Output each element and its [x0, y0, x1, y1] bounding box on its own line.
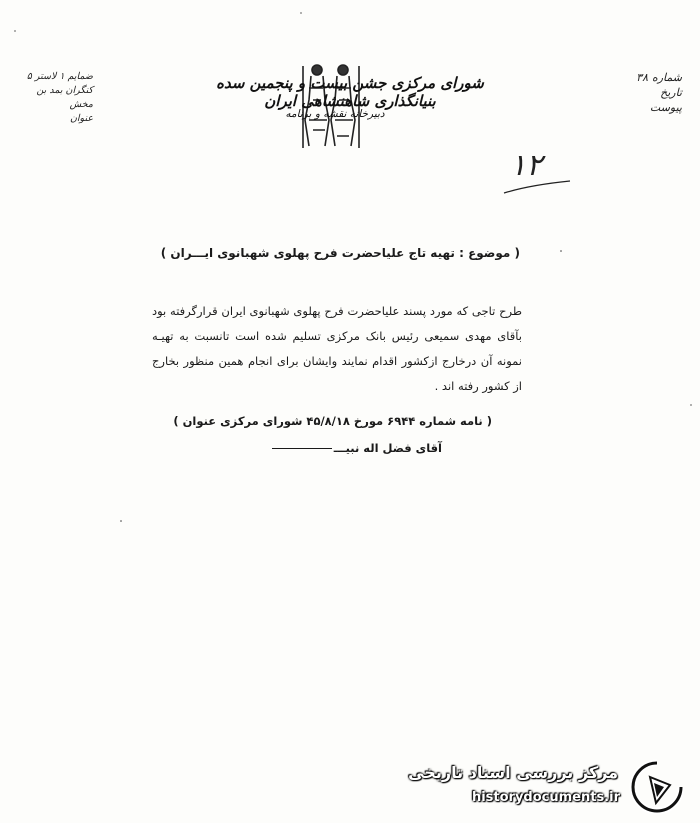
letterhead [200, 60, 500, 150]
scan-speck [14, 30, 16, 32]
reference-fields [612, 70, 682, 115]
attachment-label: پیوست [649, 101, 682, 114]
scan-speck [690, 404, 692, 406]
left-note-line3: عنوان [69, 113, 93, 124]
scan-speck [560, 250, 562, 252]
signature-line [272, 441, 442, 455]
signature-name: آقای فضل اله نبیـــ [333, 441, 442, 455]
handwritten-number-mark [500, 145, 580, 205]
number-value: ۳۸ [636, 71, 648, 84]
letterhead-subtitle: دبیرخانه نقشه و برنامه [285, 108, 385, 120]
number-label: شماره [651, 71, 682, 84]
left-note-line2: کنگران بمد بن مخش [36, 85, 93, 110]
site-watermark [398, 757, 688, 817]
handwritten-number: ۱۲ [510, 148, 543, 183]
scan-speck [120, 520, 122, 522]
left-handwritten-notes [18, 70, 93, 126]
letterhead-title: شورای مرکزی جشن بیست و پنجمین سده بنیانگذاری شاهنشاهی ایران [216, 74, 484, 110]
scan-speck [300, 12, 302, 14]
signature-underline [272, 448, 332, 449]
subject-line: ( موضوع : تهیه تاج علیاحضرت فرح پهلوی شهبانوی ایـــران ) [160, 246, 520, 260]
body-paragraph: طرح تاجی که مورد پسند علیاحضرت فرح پهلوی شهبانوی ایران قرارگرفته بود بآقای مهدی سمیعی رئیس بانک مرکزی تسلیم شده است تانسبت به تهیـه نمونه آن درخارج ازکشور اقدام نمایند وایشان برای انجام همین منظور بخارج از کشور رفته اند . [152, 304, 522, 393]
reference-line: ( نامه شماره ۶۹۴۴ مورخ ۴۵/۸/۱۸ شورای مرکزی عنوان ) [173, 414, 492, 428]
left-note-line1: ضمایم ۱ لاستر ۵ [26, 71, 93, 82]
archive-logo-icon [626, 759, 688, 815]
number-field [612, 70, 682, 85]
date-label: تاریخ [660, 86, 682, 99]
watermark-url: historydocuments.ir [471, 790, 620, 805]
watermark-title: مرکز بررسی اسناد تاریخی [408, 763, 618, 782]
